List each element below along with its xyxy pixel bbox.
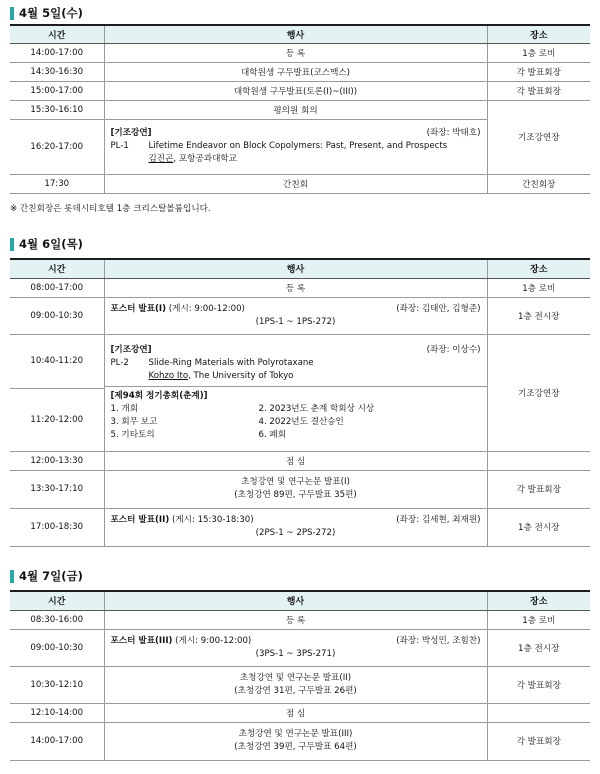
event-cell: 등 록	[104, 610, 487, 629]
header-place: 장소	[487, 259, 590, 278]
place-cell: 1층 로비	[487, 43, 590, 62]
time-cell: 10:40-11:20	[10, 334, 104, 388]
chair-text: (좌장: 김세현, 최재원)	[396, 515, 481, 525]
place-cell-empty	[487, 703, 590, 722]
assembly-label: [제94회 정기총회(춘계)]	[110, 390, 208, 401]
day1-title: 4월 5일(수)	[19, 6, 83, 20]
table-row	[10, 100, 590, 119]
time-cell: 09:00-10:30	[10, 629, 104, 666]
place-cell: 간친회장	[487, 174, 590, 193]
table-row	[10, 470, 590, 508]
chair-text: (좌장: 김태안, 김형준)	[396, 303, 481, 314]
agenda-item: 2. 2023년도 춘계 학회상 시상	[258, 403, 375, 414]
place-cell: 1층 전시장	[487, 629, 590, 666]
table-row	[10, 629, 590, 666]
time-cell: 12:00-13:30	[10, 451, 104, 470]
table-header-row	[10, 259, 590, 278]
chair-text: (좌장: 박태호)	[426, 128, 481, 138]
session-title: 초청강연 및 연구논문 발표(III)	[238, 729, 353, 739]
day1-note: ※ 간친회장은 롯데시티호텔 1층 크리스탈볼룸입니다.	[10, 204, 211, 214]
session-detail: (초청강연 39편, 구두발표 64편)	[234, 742, 357, 752]
event-cell	[104, 722, 487, 760]
time-cell: 15:30-16:10	[10, 100, 104, 119]
table-row	[10, 43, 590, 62]
time-cell: 14:00-17:00	[10, 43, 104, 62]
header-time: 시간	[10, 591, 104, 610]
keynote-assembly-cell	[104, 334, 487, 451]
speaker-affiliation: , 포항공과대학교	[173, 154, 237, 164]
time-cell: 10:30-12:10	[10, 666, 104, 703]
poster-label: 포스터 발표(II)	[110, 515, 170, 525]
table-row	[10, 703, 590, 722]
table-row	[10, 508, 590, 546]
agenda-item: 4. 2022년도 결산승인	[258, 416, 344, 427]
place-cell: 각 발표회장	[487, 722, 590, 760]
time-cell: 11:20-12:00	[10, 388, 104, 451]
table-row	[10, 62, 590, 81]
poster-cell	[104, 508, 487, 546]
day1-schedule-table	[10, 24, 590, 194]
day1-header	[10, 5, 83, 21]
agenda-item: 3. 회무 보고	[110, 416, 158, 427]
session-title: 초청강연 및 연구논문 발표(I)	[241, 477, 350, 487]
poster-detail: (게시: 9:00-12:00)	[166, 303, 245, 314]
place-cell: 1층 로비	[487, 610, 590, 629]
header-event: 행사	[104, 259, 487, 278]
time-cell: 09:00-10:30	[10, 297, 104, 334]
day2-schedule-table	[10, 258, 590, 547]
place-cell-empty	[487, 451, 590, 470]
time-cell: 16:20-17:00	[10, 119, 104, 174]
table-row	[10, 610, 590, 629]
time-cell: 15:00-17:00	[10, 81, 104, 100]
day3-schedule-table	[10, 590, 590, 761]
day3-title: 4월 7일(금)	[19, 569, 83, 583]
table-row	[10, 666, 590, 703]
session-detail: (초청강연 31편, 구두발표 26편)	[234, 685, 357, 696]
time-cell: 14:30-16:30	[10, 62, 104, 81]
table-row	[10, 334, 590, 388]
place-cell: 1층 전시장	[487, 508, 590, 546]
poster-cell	[104, 629, 487, 666]
event-cell	[104, 666, 487, 703]
session-detail: (초청강연 89편, 구두발표 35편)	[234, 490, 357, 500]
poster-label: 포스터 발표(I)	[110, 303, 167, 314]
day-marker	[10, 570, 14, 583]
event-cell: 평의원 회의	[104, 100, 487, 119]
poster-range: (3PS-1 ~ 3PS-271)	[255, 648, 336, 659]
lecture-code: PL-2	[110, 357, 129, 368]
place-cell: 1층 전시장	[487, 297, 590, 334]
time-cell: 08:30-16:00	[10, 610, 104, 629]
table-row	[10, 81, 590, 100]
event-cell: 등 록	[104, 278, 487, 297]
time-cell: 12:10-14:00	[10, 703, 104, 722]
day-marker	[10, 238, 14, 251]
speaker-name: 김진곤	[148, 154, 174, 164]
speaker-name: Kohzo Ito	[148, 370, 189, 381]
event-cell: 점 심	[104, 451, 487, 470]
lecture-title: Slide-Ring Materials with Polyrotaxane	[148, 357, 314, 368]
keynote-label: [기조강연]	[110, 128, 152, 138]
event-cell: 점 심	[104, 703, 487, 722]
header-event: 행사	[104, 591, 487, 610]
day2-title: 4월 6일(목)	[19, 237, 83, 251]
table-row	[10, 722, 590, 760]
agenda-item: 1. 개회	[110, 403, 139, 414]
session-title: 초청강연 및 연구논문 발표(II)	[239, 672, 352, 683]
event-cell: 간친회	[104, 174, 487, 193]
agenda-item: 5. 기타토의	[110, 429, 155, 440]
speaker-affiliation: , The University of Tokyo	[188, 370, 294, 381]
place-cell: 각 발표회장	[487, 81, 590, 100]
table-header-row	[10, 591, 590, 610]
agenda-item: 6. 폐회	[258, 429, 287, 440]
table-row	[10, 278, 590, 297]
event-cell: 대학원생 구두발표(코스맥스)	[104, 62, 487, 81]
poster-label: 포스터 발표(III)	[110, 635, 173, 646]
poster-range: (1PS-1 ~ 1PS-272)	[255, 316, 336, 327]
place-cell: 각 발표회장	[487, 470, 590, 508]
day-marker	[10, 7, 14, 20]
lecture-title: Lifetime Endeavor on Block Copolymers: Past, Present, and Prospects	[148, 141, 448, 151]
header-time: 시간	[10, 259, 104, 278]
day3-header	[10, 568, 83, 584]
place-cell: 각 발표회장	[487, 62, 590, 81]
table-row	[10, 451, 590, 470]
place-cell-merged: 기조강연장	[487, 100, 590, 174]
chair-text: (좌장: 박성민, 조힘찬)	[396, 635, 481, 646]
header-time: 시간	[10, 25, 104, 43]
time-cell: 13:30-17:10	[10, 470, 104, 508]
table-header-row	[10, 25, 590, 43]
header-place: 장소	[487, 591, 590, 610]
table-row	[10, 297, 590, 334]
keynote-label: [기조강연]	[110, 344, 152, 355]
keynote-cell	[104, 119, 487, 174]
day2-header	[10, 236, 83, 252]
poster-cell	[104, 297, 487, 334]
place-cell: 각 발표회장	[487, 666, 590, 703]
lecture-code: PL-1	[110, 141, 129, 151]
time-cell: 17:00-18:30	[10, 508, 104, 546]
poster-detail: (게시: 15:30-18:30)	[169, 515, 254, 525]
event-cell: 등 록	[104, 43, 487, 62]
assembly-agenda	[111, 403, 481, 442]
place-cell: 1층 로비	[487, 278, 590, 297]
poster-range: (2PS-1 ~ 2PS-272)	[255, 528, 336, 538]
header-event: 행사	[104, 25, 487, 43]
time-cell: 14:00-17:00	[10, 722, 104, 760]
header-place: 장소	[487, 25, 590, 43]
time-cell: 17:30	[10, 174, 104, 193]
table-row	[10, 174, 590, 193]
poster-detail: (게시: 9:00-12:00)	[172, 635, 252, 646]
event-cell: 대학원생 구두발표(토론(I)~(III))	[104, 81, 487, 100]
chair-text: (좌장: 이상수)	[426, 344, 481, 355]
time-cell: 08:00-17:00	[10, 278, 104, 297]
event-cell	[104, 470, 487, 508]
place-cell-merged: 기조강연장	[487, 334, 590, 451]
